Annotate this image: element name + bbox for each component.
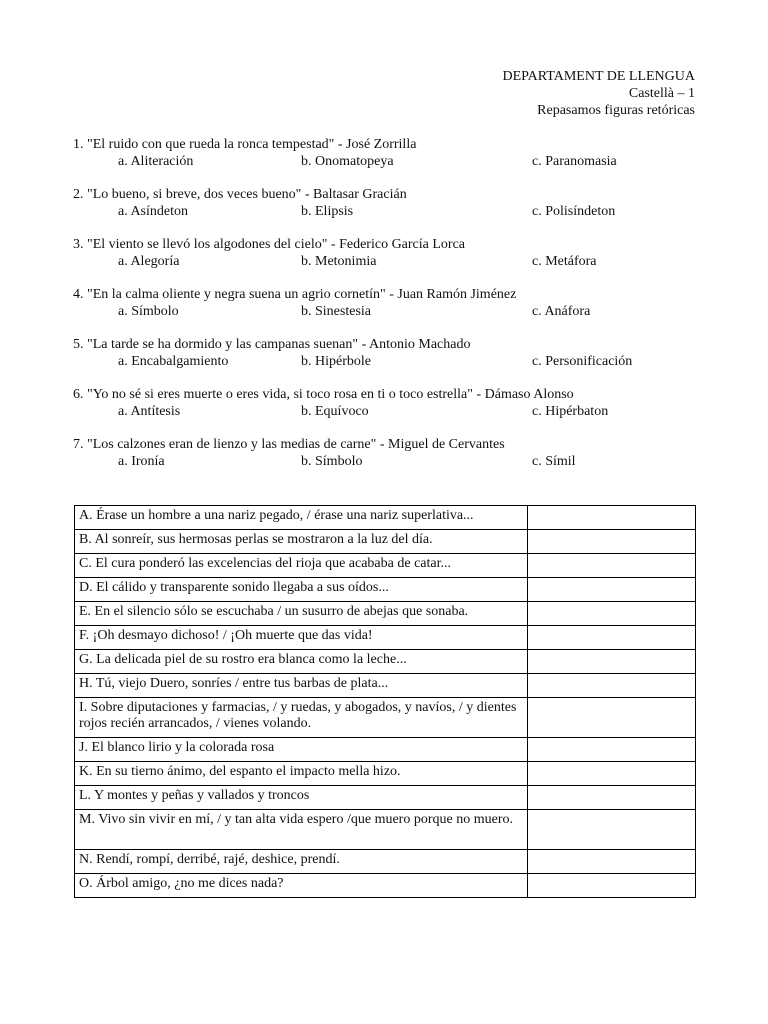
example-text: C. El cura ponderó las excelencias del rioja que acababa de catar...	[75, 554, 528, 578]
document-header	[503, 68, 695, 119]
table-row	[75, 650, 696, 674]
answer-cell[interactable]	[527, 530, 695, 554]
table-row	[75, 786, 696, 810]
option-b: b. Equívoco	[301, 404, 369, 419]
question-text: 3. "El viento se llevó los algodones del cielo" - Federico García Lorca	[73, 237, 466, 252]
option-a: a. Aliteración	[118, 154, 194, 169]
example-text: H. Tú, viejo Duero, sonríes / entre tus barbas de plata...	[75, 674, 528, 698]
table-row	[75, 530, 696, 554]
option-b: b. Hipérbole	[301, 354, 371, 369]
question-text: 6. "Yo no sé si eres muerte o eres vida, si toco rosa en ti o toco estrella" - Dámaso Alonso	[73, 387, 574, 402]
questions-list	[73, 136, 713, 486]
example-text: L. Y montes y peñas y vallados y troncos	[75, 786, 528, 810]
table-row	[75, 738, 696, 762]
answer-cell[interactable]	[527, 850, 695, 874]
answer-cell[interactable]	[527, 626, 695, 650]
question-item	[73, 336, 713, 370]
question-item	[73, 386, 713, 420]
option-a: a. Encabalgamiento	[118, 354, 229, 369]
option-c: c. Símil	[532, 454, 576, 469]
question-options	[73, 203, 713, 220]
example-text: E. En el silencio sólo se escuchaba / un susurro de abejas que sonaba.	[75, 602, 528, 626]
table-row	[75, 578, 696, 602]
question-item	[73, 186, 713, 220]
question-item	[73, 236, 713, 270]
example-text: N. Rendí, rompí, derribé, rajé, deshice, prendí.	[75, 850, 528, 874]
option-b: b. Onomatopeya	[301, 154, 394, 169]
answer-cell[interactable]	[527, 578, 695, 602]
table-row	[75, 674, 696, 698]
example-text: K. En su tierno ánimo, del espanto el impacto mella hizo.	[75, 762, 528, 786]
example-text: O. Árbol amigo, ¿no me dices nada?	[75, 874, 528, 898]
question-text: 5. "La tarde se ha dormido y las campanas suenan" - Antonio Machado	[73, 337, 471, 352]
answer-cell[interactable]	[527, 762, 695, 786]
table-row	[75, 554, 696, 578]
answer-cell[interactable]	[527, 810, 695, 850]
option-c: c. Paranomasia	[532, 154, 617, 169]
option-c: c. Anáfora	[532, 304, 591, 319]
example-text: D. El cálido y transparente sonido llegaba a sus oídos...	[75, 578, 528, 602]
option-b: b. Símbolo	[301, 454, 363, 469]
answer-cell[interactable]	[527, 506, 695, 530]
example-text: B. Al sonreír, sus hermosas perlas se mostraron a la luz del día.	[75, 530, 528, 554]
table-row	[75, 850, 696, 874]
option-c: c. Hipérbaton	[532, 404, 609, 419]
answer-cell[interactable]	[527, 874, 695, 898]
option-a: a. Símbolo	[118, 304, 179, 319]
option-c: c. Personificación	[532, 354, 633, 369]
table-row	[75, 506, 696, 530]
question-item	[73, 286, 713, 320]
table-row	[75, 626, 696, 650]
answer-cell[interactable]	[527, 602, 695, 626]
option-c: c. Metáfora	[532, 254, 597, 269]
department-name: DEPARTAMENT DE LLENGUA	[502, 69, 695, 84]
course-name: Castellà – 1	[628, 86, 695, 101]
question-text: 4. "En la calma oliente y negra suena un agrio cornetín" - Juan Ramón Jiménez	[73, 287, 517, 302]
question-item	[73, 136, 713, 170]
question-options	[73, 453, 713, 470]
worksheet-topic: Repasamos figuras retóricas	[537, 103, 695, 118]
answer-cell[interactable]	[527, 738, 695, 762]
table-row	[75, 602, 696, 626]
example-text: I. Sobre diputaciones y farmacias, / y ruedas, y abogados, y navíos, / y dientes rojos recién arrancados, / vienes volando.	[75, 698, 528, 738]
question-options	[73, 253, 713, 270]
option-c: c. Polisíndeton	[532, 204, 616, 219]
option-b: b. Sinestesia	[301, 304, 371, 319]
table-row	[75, 762, 696, 786]
table-row	[75, 810, 696, 850]
option-a: a. Asíndeton	[118, 204, 188, 219]
option-a: a. Alegoría	[118, 254, 180, 269]
option-a: a. Ironía	[118, 454, 165, 469]
example-text: F. ¡Oh desmayo dichoso! / ¡Oh muerte que das vida!	[75, 626, 528, 650]
example-text: G. La delicada piel de su rostro era blanca como la leche...	[75, 650, 528, 674]
answer-cell[interactable]	[527, 650, 695, 674]
example-text: J. El blanco lirio y la colorada rosa	[75, 738, 528, 762]
example-text: A. Érase un hombre a una nariz pegado, / érase una nariz superlativa...	[75, 506, 528, 530]
option-b: b. Metonimia	[301, 254, 377, 269]
question-options	[73, 353, 713, 370]
question-options	[73, 153, 713, 170]
option-b: b. Elipsis	[301, 204, 354, 219]
examples-table	[74, 505, 696, 898]
example-text: M. Vivo sin vivir en mí, / y tan alta vida espero /que muero porque no muero.	[75, 810, 528, 850]
question-text: 1. "El ruido con que rueda la ronca tempestad" - José Zorrilla	[73, 137, 417, 152]
answer-cell[interactable]	[527, 674, 695, 698]
option-a: a. Antítesis	[118, 404, 181, 419]
table-row	[75, 698, 696, 738]
table-row	[75, 874, 696, 898]
question-options	[73, 303, 713, 320]
question-text: 7. "Los calzones eran de lienzo y las medias de carne" - Miguel de Cervantes	[73, 437, 505, 452]
question-item	[73, 436, 713, 470]
question-text: 2. "Lo bueno, si breve, dos veces bueno" - Baltasar Gracián	[73, 187, 407, 202]
answer-cell[interactable]	[527, 698, 695, 738]
answer-cell[interactable]	[527, 786, 695, 810]
question-options	[73, 403, 713, 420]
answer-cell[interactable]	[527, 554, 695, 578]
